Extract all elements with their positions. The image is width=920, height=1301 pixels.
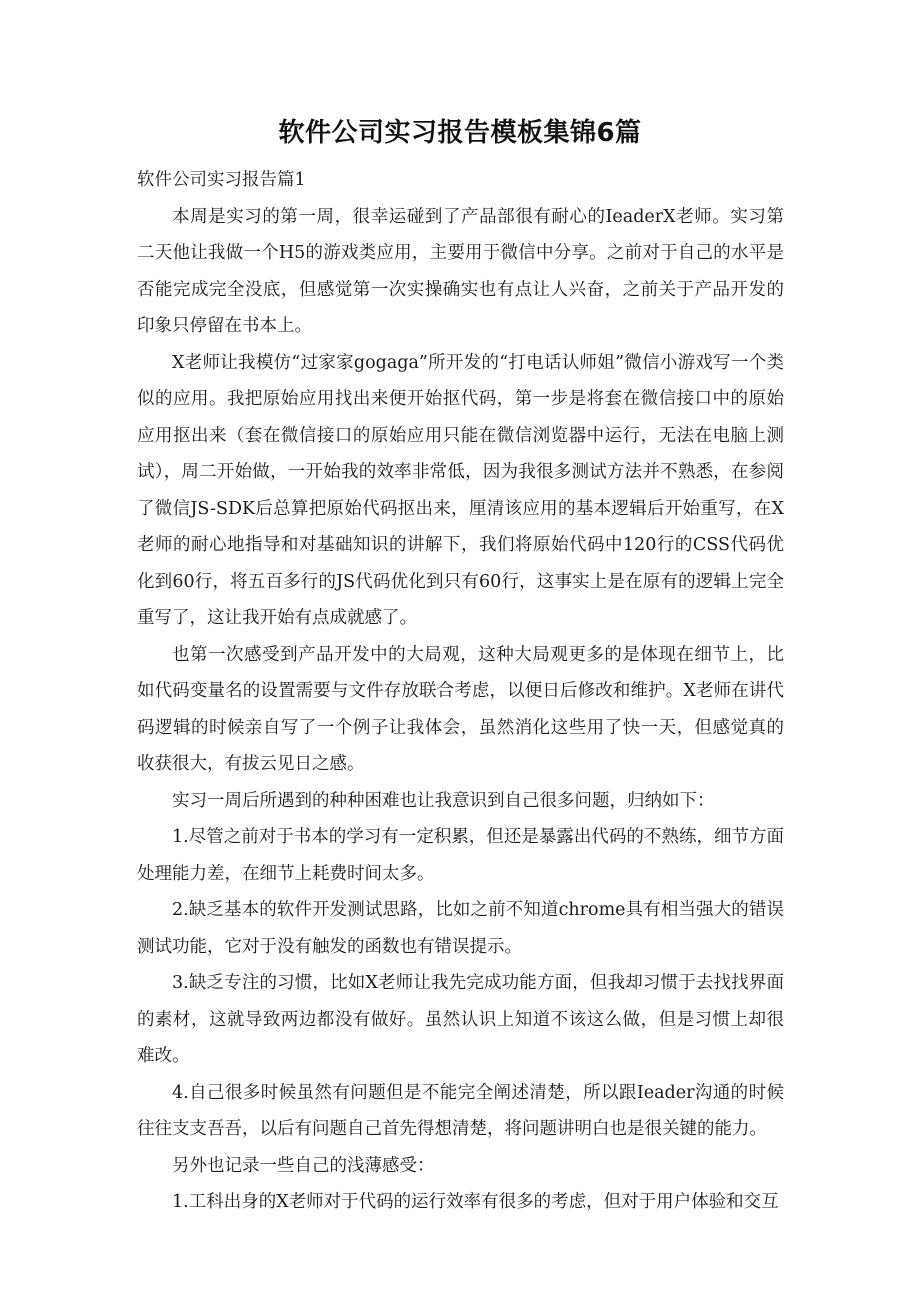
page-title: 软件公司实习报告模板集锦6篇 [278,118,642,148]
paragraph: 另外也记录一些自己的浅薄感受： [172,1155,435,1176]
paragraph: 实习一周后所遇到的种种困难也让我意识到自己很多问题，归纳如下： [172,790,715,811]
list-item: 4.自己很多时候虽然有问题但是不能完全阐述清楚，所以跟Ieader沟通的时候往往支支吾吾，以后有问题自己首先得想清楚，将问题讲明白也是很关键的能力。 [137,1082,784,1139]
paragraph: 本周是实习的第一周，很幸运碰到了产品部很有耐心的IeaderX老师。实习第二天他让我做一个H5的游戏类应用，主要用于微信中分享。之前对于自己的水平是否能完成完全没底，但感觉第一次实操确实也有点让人兴奋，之前关于产品开发的印象只停留在书本上。 [137,206,784,336]
list-item: 1.工科出身的X老师对于代码的运行效率有很多的考虑，但对于用户体验和交互 [172,1192,779,1212]
list-item: 2.缺乏基本的软件开发测试思路，比如之前不知道chrome具有相当强大的错误测试功能，它对于没有触发的函数也有错误提示。 [137,900,784,957]
section-subtitle: 软件公司实习报告篇1 [137,170,306,190]
list-item: 3.缺乏专注的习惯，比如X老师让我先完成功能方面，但我却习惯于去找找界面的素材，这就导致两边都没有做好。虽然认识上知道不该这么做，但是习惯上却很难改。 [137,973,784,1066]
paragraph: 也第一次感受到产品开发中的大局观，这种大局观更多的是体现在细节上，比如代码变量名的设置需要与文件存放联合考虑，以便日后修改和维护。X老师在讲代码逻辑的时候亲自写了一个例子让我体会，虽然消化这些用了快一天，但感觉真的收获很大，有拔云见日之感。 [137,644,784,774]
document-body [137,162,784,1221]
list-item: 1.尽管之前对于书本的学习有一定积累，但还是暴露出代码的不熟练，细节方面处理能力差，在细节上耗费时间太多。 [137,827,784,884]
paragraph: X老师让我模仿“过家家gogaga”所开发的“打电话认师姐”微信小游戏写一个类似的应用。我把原始应用找出来便开始抠代码，第一步是将套在微信接口中的原始应用抠出来（套在微信接口的原始应用只能在微信浏览器中运行，无法在电脑上测试），周二开始做，一开始我的效率非常低，因为我很多测试方法并不熟悉，在参阅了微信JS-SDK后总算把原始代码抠出来，厘清该应用的基本逻辑后开始重写，在X老师的耐心地指导和对基础知识的讲解下，我们将原始代码中120行的CSS代码优化到60行，将五百多行的JS代码优化到只有60行，这事实上是在原有的逻辑上完全重写了，这让我开始有点成就感了。 [137,352,784,628]
